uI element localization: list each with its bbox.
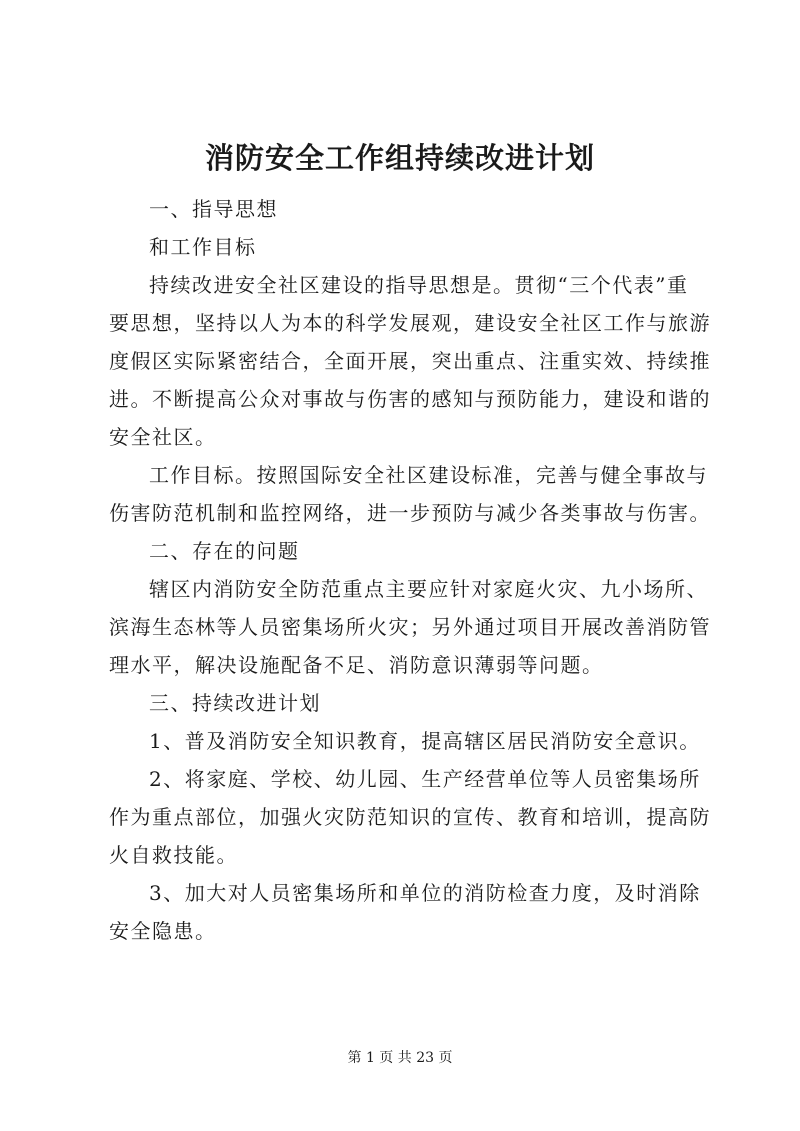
page-number: 第 1 页 共 23 页 [347,1050,453,1066]
paragraph-line: 进。不断提高公众对事故与伤害的感知与预防能力，建设和谐的 [109,387,711,411]
section-heading: 一、指导思想 [149,197,278,221]
paragraph-line: 2、将家庭、学校、幼儿园、生产经营单位等人员密集场所 [149,767,701,791]
paragraph-line: 安全社区。 [109,425,217,449]
paragraph-line: 火自救技能。 [109,843,238,867]
paragraph-line: 伤害防范机制和监控网络，进一步预防与减少各类事故与伤害。 [109,501,711,525]
paragraph-line: 要思想，坚持以人为本的科学发展观，建设安全社区工作与旅游 [109,311,711,335]
document-title: 消防安全工作组持续改进计划 [204,141,595,175]
paragraph-line: 3、加大对人员密集场所和单位的消防检查力度，及时消除 [149,881,701,905]
paragraph-line: 辖区内消防安全防范重点主要应针对家庭火灾、九小场所、 [149,577,708,601]
paragraph-line: 工作目标。按照国际安全社区建设标准，完善与健全事故与 [149,463,708,487]
document-body [109,190,709,950]
section-heading: 二、存在的问题 [149,539,300,563]
section-heading: 和工作目标 [149,235,257,259]
paragraph-line: 安全隐患。 [109,919,217,943]
section-heading: 三、持续改进计划 [149,691,321,715]
paragraph-line: 作为重点部位，加强火灾防范知识的宣传、教育和培训，提高防 [109,805,711,829]
paragraph-line: 1、普及消防安全知识教育，提高辖区居民消防安全意识。 [149,729,701,753]
paragraph-line: 滨海生态林等人员密集场所火灾；另外通过项目开展改善消防管 [109,615,711,639]
paragraph-line: 度假区实际紧密结合，全面开展，突出重点、注重实效、持续推 [109,349,711,373]
paragraph-line: 理水平，解决设施配备不足、消防意识薄弱等问题。 [109,653,604,677]
paragraph-line: 持续改进安全社区建设的指导思想是。贯彻“三个代表”重 [149,273,689,297]
